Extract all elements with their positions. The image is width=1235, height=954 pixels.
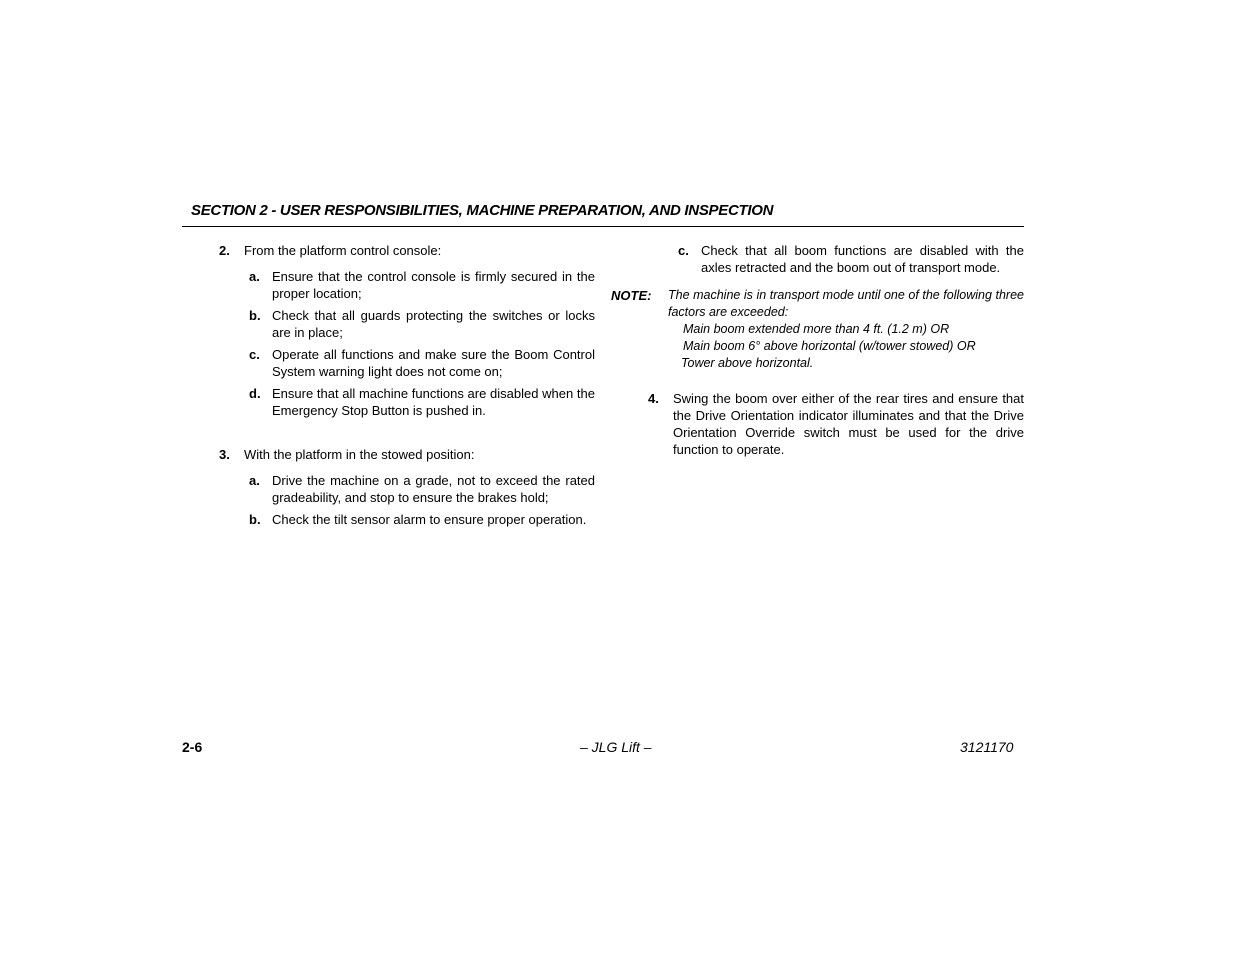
note-text: The machine is in transport mode until one of the following three factors are exceeded:	[668, 288, 1024, 319]
step-2b-letter: b.	[249, 308, 261, 323]
section-title: SECTION 2 - USER RESPONSIBILITIES, MACHINE PREPARATION, AND INSPECTION	[191, 202, 774, 219]
document-number: 3121170	[960, 739, 1014, 755]
step-2c-letter: c.	[249, 347, 260, 362]
step-4-text: Swing the boom over either of the rear tires and ensure that the Drive Orientation indicator illuminates and that the Drive Orientation Override switch must be used for the drive function to operate.	[673, 391, 1024, 457]
note-label: NOTE:	[611, 288, 652, 303]
step-2e-text: Check that all boom functions are disabled with the axles retracted and the boom out of transport mode.	[701, 243, 1024, 275]
step-3a-text: Drive the machine on a grade, not to exceed the rated gradeability, and stop to ensure the brakes hold;	[272, 473, 595, 505]
step-2-number: 2.	[219, 243, 230, 258]
footer-center-label: – JLG Lift –	[580, 739, 652, 755]
step-3-text: With the platform in the stowed position:	[244, 447, 475, 462]
step-2a-text: Ensure that the control console is firmly secured in the proper location;	[272, 269, 595, 301]
step-3a-letter: a.	[249, 473, 260, 488]
step-2-text: From the platform control console:	[244, 243, 442, 258]
step-2d-text: Ensure that all machine functions are disabled when the Emergency Stop Button is pushed in.	[272, 386, 595, 418]
page-number: 2-6	[182, 739, 203, 755]
step-3b-text: Check the tilt sensor alarm to ensure proper operation.	[272, 512, 587, 527]
note-factor-2: Main boom 6° above horizontal (w/tower stowed) OR	[683, 339, 976, 353]
step-2e-letter: c.	[678, 243, 689, 258]
step-4-number: 4.	[648, 391, 659, 406]
step-2c-text: Operate all functions and make sure the Boom Control System warning light does not come on;	[272, 347, 595, 379]
step-3-number: 3.	[219, 447, 230, 462]
header-divider	[182, 226, 1024, 227]
step-2b-text: Check that all guards protecting the switches or locks are in place;	[272, 308, 595, 340]
note-factor-3: Tower above horizontal.	[681, 356, 814, 370]
step-2d-letter: d.	[249, 386, 261, 401]
step-3b-letter: b.	[249, 512, 261, 527]
note-factor-1: Main boom extended more than 4 ft. (1.2 m) OR	[683, 322, 950, 336]
step-2a-letter: a.	[249, 269, 260, 284]
